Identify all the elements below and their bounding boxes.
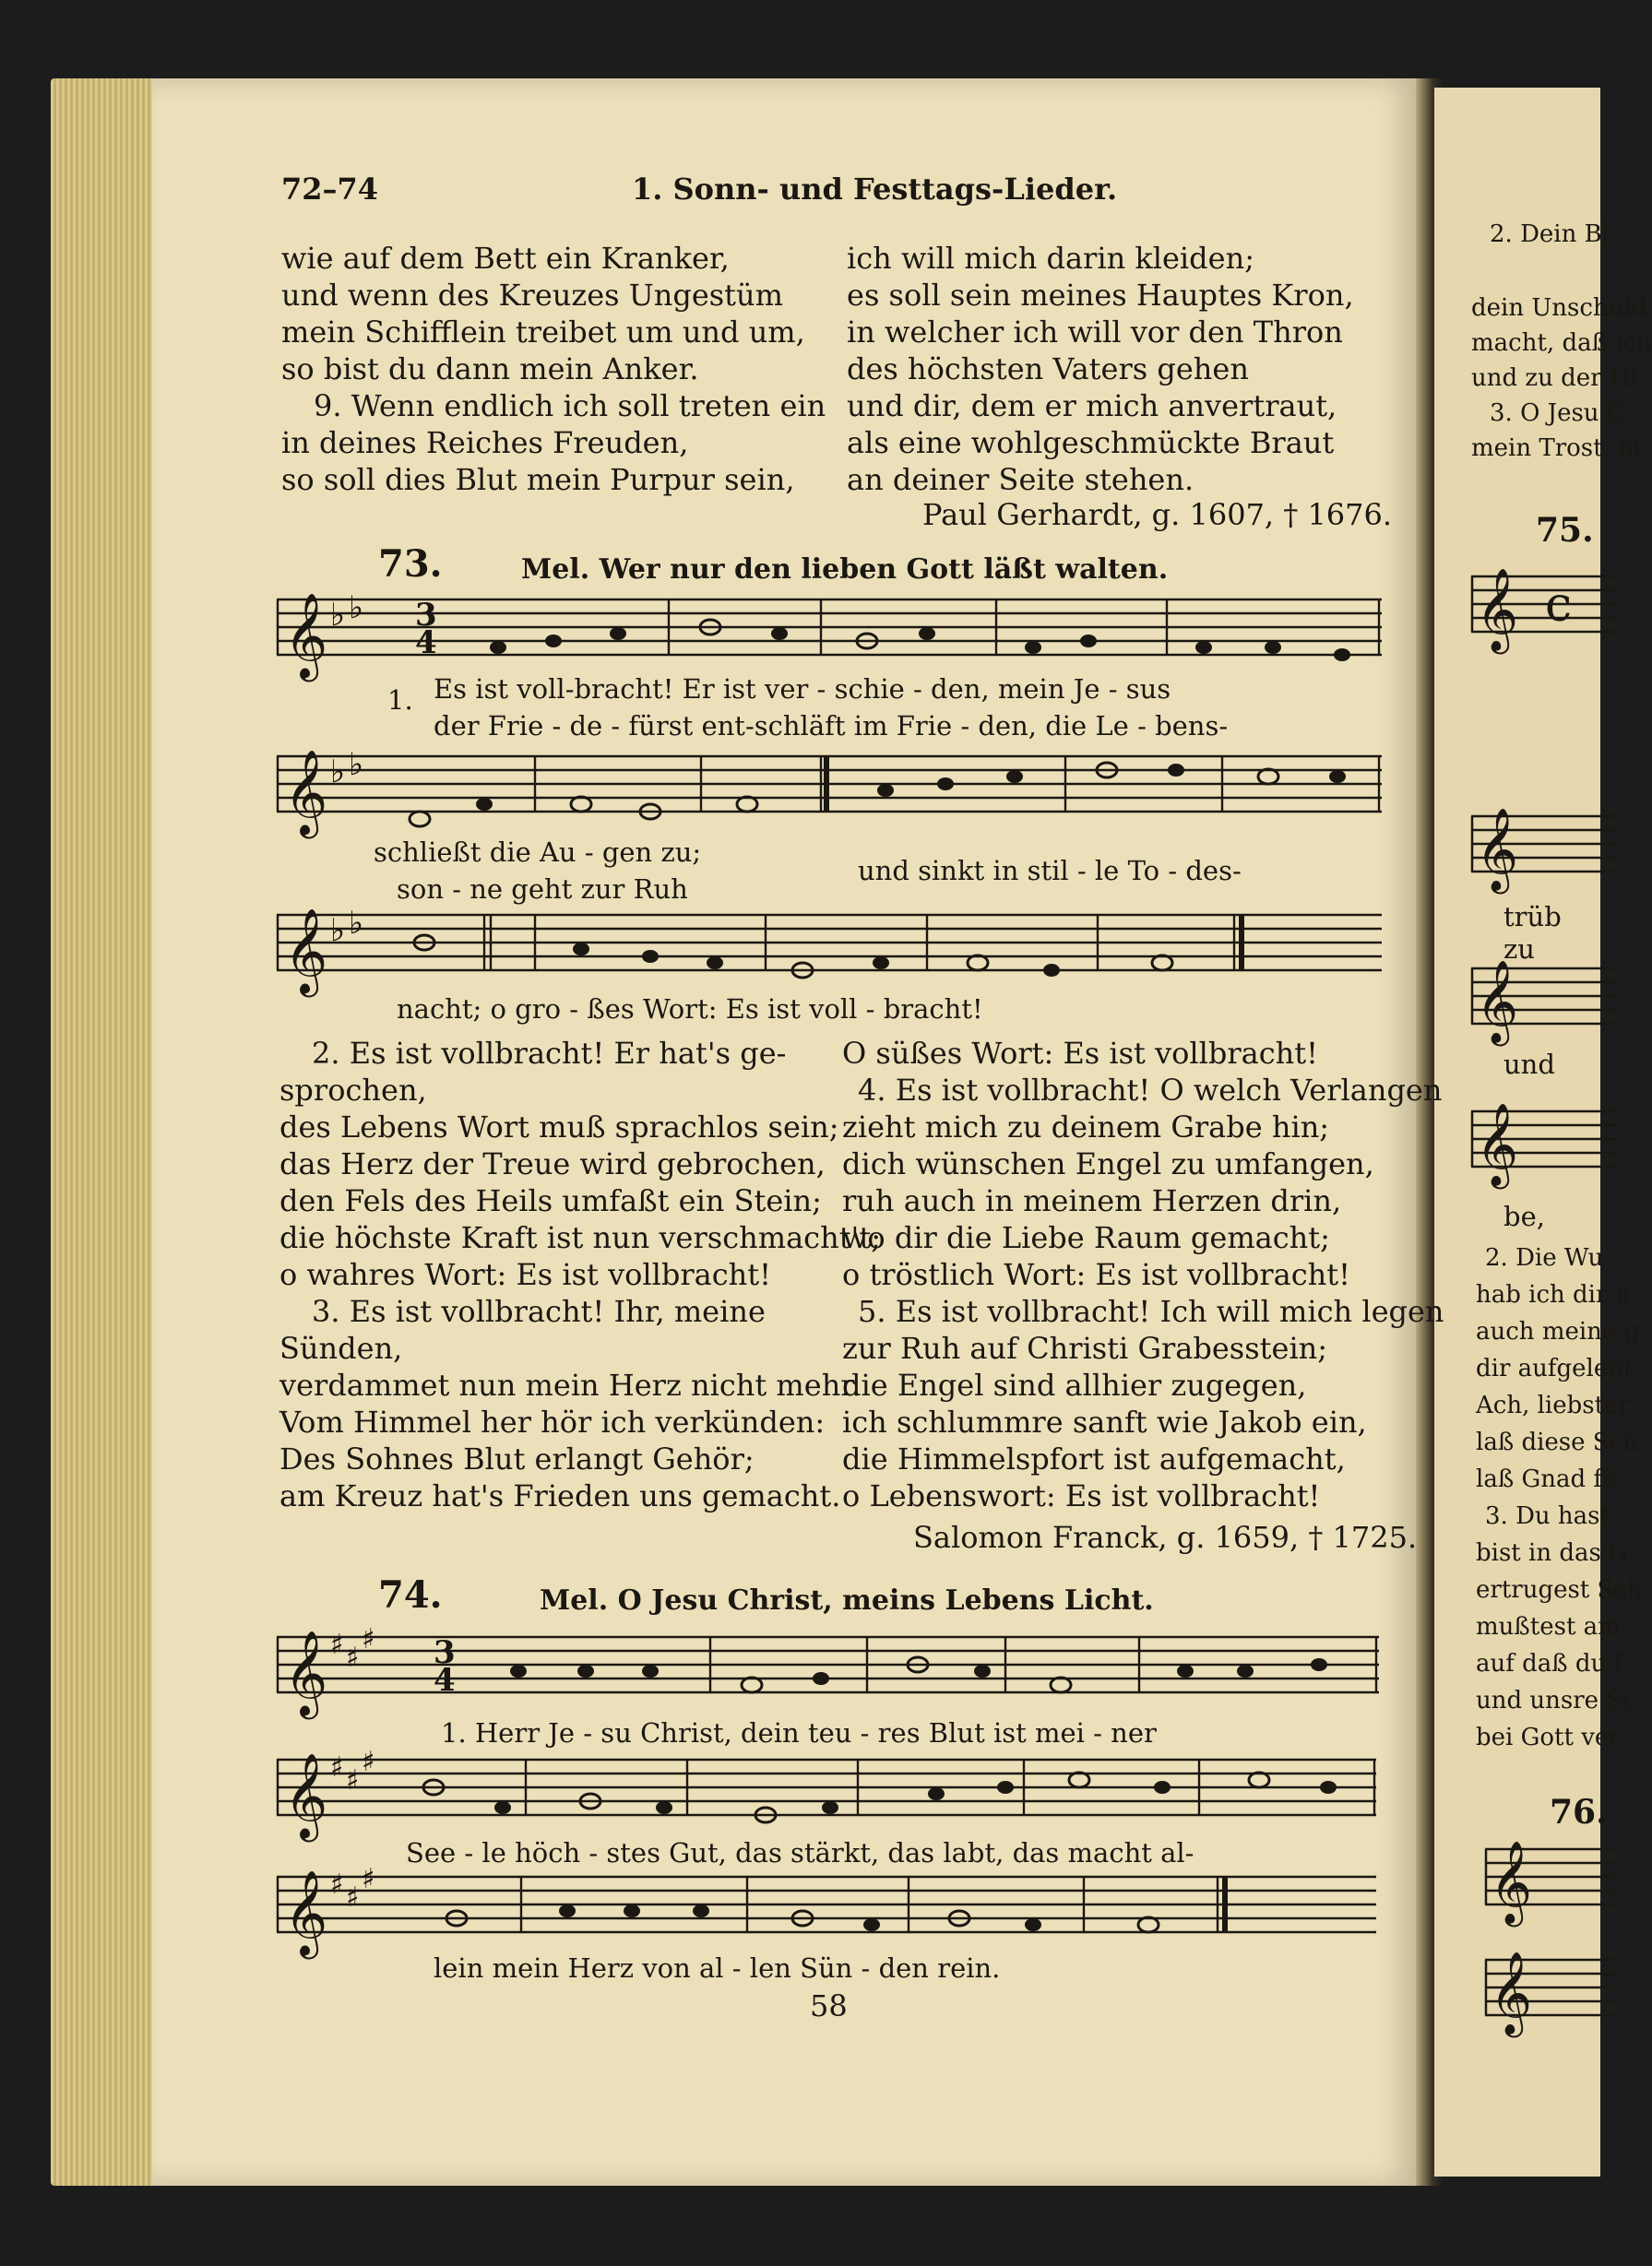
next-line: auf daß du f bbox=[1476, 1650, 1623, 1678]
svg-text:𝄞: 𝄞 bbox=[1476, 808, 1519, 891]
text-line: und dir, dem er mich anvertraut, bbox=[847, 388, 1337, 423]
next-line: 2. Dein Bl bbox=[1490, 220, 1610, 248]
next-staff bbox=[1471, 1102, 1619, 1185]
text-line: Des Sohnes Blut erlangt Gehör; bbox=[279, 1441, 755, 1477]
svg-text:♭: ♭ bbox=[330, 912, 346, 949]
svg-text:♭: ♭ bbox=[330, 597, 346, 634]
next-line: laß Gnad fü bbox=[1476, 1465, 1618, 1493]
author-credit: Salomon Franck, g. 1659, † 1725. bbox=[913, 1520, 1418, 1555]
next-line: ertrugest Sch bbox=[1476, 1576, 1643, 1604]
next-line: laß diese Sch bbox=[1476, 1429, 1638, 1456]
lyrics-line: 1. Herr Je - su Christ, dein teu - res Blut ist mei - ner bbox=[441, 1717, 1157, 1749]
text-line: so soll dies Blut mein Purpur sein, bbox=[281, 462, 795, 497]
next-line: macht, daß ich bbox=[1471, 329, 1652, 357]
svg-text:♭: ♭ bbox=[330, 753, 346, 790]
svg-text:♯: ♯ bbox=[362, 1863, 375, 1895]
text-line: es soll sein meines Hauptes Kron, bbox=[847, 278, 1354, 313]
svg-text:𝄞: 𝄞 bbox=[1490, 1841, 1533, 1924]
next-staff bbox=[1471, 959, 1619, 1042]
text-line: das Herz der Treue wird gebrochen, bbox=[279, 1146, 826, 1181]
page-range: 72–74 bbox=[281, 172, 379, 207]
text-line: so bist du dann mein Anker. bbox=[281, 351, 699, 386]
svg-text:♭: ♭ bbox=[349, 589, 364, 626]
text-line: 3. Es ist vollbracht! Ihr, meine bbox=[312, 1294, 766, 1329]
text-line: ich will mich darin kleiden; bbox=[847, 241, 1254, 276]
svg-text:𝄞: 𝄞 bbox=[1476, 1103, 1519, 1186]
next-staff bbox=[1471, 567, 1619, 650]
text-line: 9. Wenn endlich ich soll treten ein bbox=[314, 388, 826, 423]
svg-text:♯: ♯ bbox=[330, 1869, 344, 1901]
svg-text:𝄞: 𝄞 bbox=[284, 592, 328, 678]
text-line: dich wünschen Engel zu umfangen, bbox=[842, 1146, 1374, 1181]
next-line: bei Gott ver bbox=[1476, 1724, 1621, 1751]
text-line: 4. Es ist vollbracht! O welch Verlangen bbox=[858, 1073, 1443, 1108]
text-line: o wahres Wort: Es ist vollbracht! bbox=[279, 1257, 771, 1292]
lyrics-line: der Frie - de - fürst ent-schläft im Frie - den, die Le - bens- bbox=[434, 710, 1229, 741]
svg-text:𝄞: 𝄞 bbox=[284, 749, 328, 835]
lyrics-line: lein mein Herz von al - len Sün - den rein. bbox=[434, 1952, 1001, 1984]
svg-text:3: 3 bbox=[415, 597, 437, 634]
next-lyric: und bbox=[1503, 1049, 1555, 1080]
svg-text:𝄞: 𝄞 bbox=[1476, 568, 1519, 651]
svg-text:♯: ♯ bbox=[330, 1751, 344, 1784]
next-line: bist in das G bbox=[1476, 1539, 1628, 1567]
text-line: 2. Es ist vollbracht! Er hat's ge- bbox=[312, 1036, 787, 1071]
music-staff bbox=[277, 746, 1384, 835]
melody-title: Mel. O Jesu Christ, meins Lebens Licht. bbox=[540, 1584, 1154, 1617]
text-line: an deiner Seite stehen. bbox=[847, 462, 1194, 497]
svg-text:𝄞: 𝄞 bbox=[284, 1752, 328, 1838]
text-line: o Lebenswort: Es ist vollbracht! bbox=[842, 1478, 1321, 1513]
lyrics-line: See - le höch - stes Gut, das stärkt, das labt, das macht al- bbox=[406, 1837, 1194, 1869]
text-line: am Kreuz hat's Frieden uns gemacht. bbox=[279, 1478, 841, 1513]
svg-text:♭: ♭ bbox=[349, 746, 364, 783]
next-page-fragment bbox=[1434, 88, 1652, 2177]
next-line: hab ich dir h bbox=[1476, 1281, 1631, 1309]
svg-text:𝄞: 𝄞 bbox=[1476, 960, 1519, 1043]
music-staff bbox=[277, 905, 1384, 993]
svg-text:4: 4 bbox=[434, 1662, 456, 1699]
text-line: verdammet nun mein Herz nicht mehr. bbox=[279, 1368, 862, 1403]
text-line: des Lebens Wort muß sprachlos sein; bbox=[279, 1109, 839, 1145]
next-line: 3. O Jesu C bbox=[1490, 399, 1625, 427]
text-line: als eine wohlgeschmückte Braut bbox=[847, 425, 1335, 460]
text-line: die höchste Kraft ist nun verschmacht't; bbox=[279, 1220, 881, 1255]
svg-text:♯: ♯ bbox=[362, 1746, 375, 1778]
lyrics-line: schließt die Au - gen zu; bbox=[374, 836, 702, 868]
next-line: dir aufgelegt bbox=[1476, 1355, 1634, 1382]
next-line: und zu der Hi bbox=[1471, 364, 1638, 392]
svg-text:♯: ♯ bbox=[346, 1881, 360, 1914]
text-line: zur Ruh auf Christi Grabesstein; bbox=[842, 1331, 1328, 1366]
svg-text:3: 3 bbox=[434, 1634, 456, 1671]
svg-text:𝄞: 𝄞 bbox=[284, 908, 328, 993]
next-line: mußtest am bbox=[1476, 1613, 1621, 1641]
text-line: O süßes Wort: Es ist vollbracht! bbox=[842, 1036, 1318, 1071]
next-line: Ach, liebster bbox=[1476, 1392, 1630, 1419]
lyrics-line: nacht; o gro - ßes Wort: Es ist voll - bracht! bbox=[397, 993, 983, 1025]
text-line: in deines Reiches Freuden, bbox=[281, 425, 689, 460]
page-edges bbox=[51, 78, 161, 2186]
svg-text:c: c bbox=[1545, 577, 1573, 633]
text-line: 5. Es ist vollbracht! Ich will mich legen bbox=[858, 1294, 1444, 1329]
text-line: und wenn des Kreuzes Ungestüm bbox=[281, 278, 783, 313]
next-line: und unsre Sc bbox=[1476, 1687, 1636, 1714]
next-lyric: trüb bbox=[1503, 901, 1562, 932]
text-line: ruh auch in meinem Herzen drin, bbox=[842, 1183, 1342, 1218]
lyrics-line: son - ne geht zur Ruh bbox=[397, 873, 688, 905]
next-hymn-number: 76. bbox=[1550, 1793, 1608, 1832]
svg-text:♭: ♭ bbox=[349, 905, 364, 942]
melody-title: Mel. Wer nur den lieben Gott läßt walten. bbox=[521, 553, 1169, 586]
next-lyric: zu bbox=[1503, 933, 1535, 965]
hymn-number: 74. bbox=[378, 1573, 443, 1617]
text-line: mein Schifflein treibet um und um, bbox=[281, 314, 805, 350]
page-number: 58 bbox=[810, 1988, 848, 2023]
music-staff bbox=[277, 1746, 1384, 1838]
text-line: die Himmelspfort ist aufgemacht, bbox=[842, 1441, 1346, 1477]
music-staff bbox=[277, 1863, 1384, 1955]
next-staff bbox=[1485, 1840, 1614, 1923]
text-line: in welcher ich will vor den Thron bbox=[847, 314, 1343, 350]
music-staff bbox=[277, 589, 1384, 678]
text-line: wo dir die Liebe Raum gemacht; bbox=[842, 1220, 1330, 1255]
next-line: mein Trost, m bbox=[1471, 434, 1641, 462]
next-line: auch meine g bbox=[1476, 1318, 1640, 1346]
next-line: 2. Die Wu bbox=[1485, 1244, 1604, 1272]
text-line: Vom Himmel her hör ich verkünden: bbox=[279, 1405, 826, 1440]
lyrics-line: und sinkt in stil - le To - des- bbox=[858, 855, 1242, 886]
svg-text:𝄞: 𝄞 bbox=[284, 1630, 328, 1715]
svg-text:♯: ♯ bbox=[330, 1629, 344, 1661]
verse-marker: 1. bbox=[387, 684, 413, 716]
hymn-number: 73. bbox=[378, 542, 443, 586]
next-staff bbox=[1485, 1951, 1614, 2034]
svg-text:♯: ♯ bbox=[346, 1642, 360, 1674]
text-line: wie auf dem Bett ein Kranker, bbox=[281, 241, 730, 276]
next-line: dein Unschuld bbox=[1471, 294, 1647, 322]
svg-text:4: 4 bbox=[415, 624, 437, 661]
text-line: Sünden, bbox=[279, 1331, 403, 1366]
text-line: die Engel sind allhier zugegen, bbox=[842, 1368, 1307, 1403]
music-staff bbox=[277, 1623, 1384, 1715]
author-credit: Paul Gerhardt, g. 1607, † 1676. bbox=[922, 497, 1393, 532]
next-line: 3. Du hast bbox=[1485, 1502, 1610, 1530]
text-line: zieht mich zu deinem Grabe hin; bbox=[842, 1109, 1330, 1145]
lyrics-line: Es ist voll-bracht! Er ist ver - schie - den, mein Je - sus bbox=[434, 673, 1171, 705]
text-line: sprochen, bbox=[279, 1073, 427, 1108]
next-lyric: be, bbox=[1503, 1201, 1545, 1232]
svg-text:♯: ♯ bbox=[362, 1623, 375, 1655]
next-hymn-number: 75. bbox=[1536, 511, 1594, 550]
text-line: den Fels des Heils umfaßt ein Stein; bbox=[279, 1183, 822, 1218]
svg-text:𝄞: 𝄞 bbox=[1490, 1952, 1533, 2035]
text-line: des höchsten Vaters gehen bbox=[847, 351, 1249, 386]
next-staff bbox=[1471, 807, 1619, 890]
text-line: ich schlummre sanft wie Jakob ein, bbox=[842, 1405, 1367, 1440]
svg-text:♯: ♯ bbox=[346, 1764, 360, 1797]
section-title: 1. Sonn- und Festtags-Lieder. bbox=[632, 172, 1118, 207]
text-line: o tröstlich Wort: Es ist vollbracht! bbox=[842, 1257, 1350, 1292]
svg-text:𝄞: 𝄞 bbox=[284, 1869, 328, 1955]
